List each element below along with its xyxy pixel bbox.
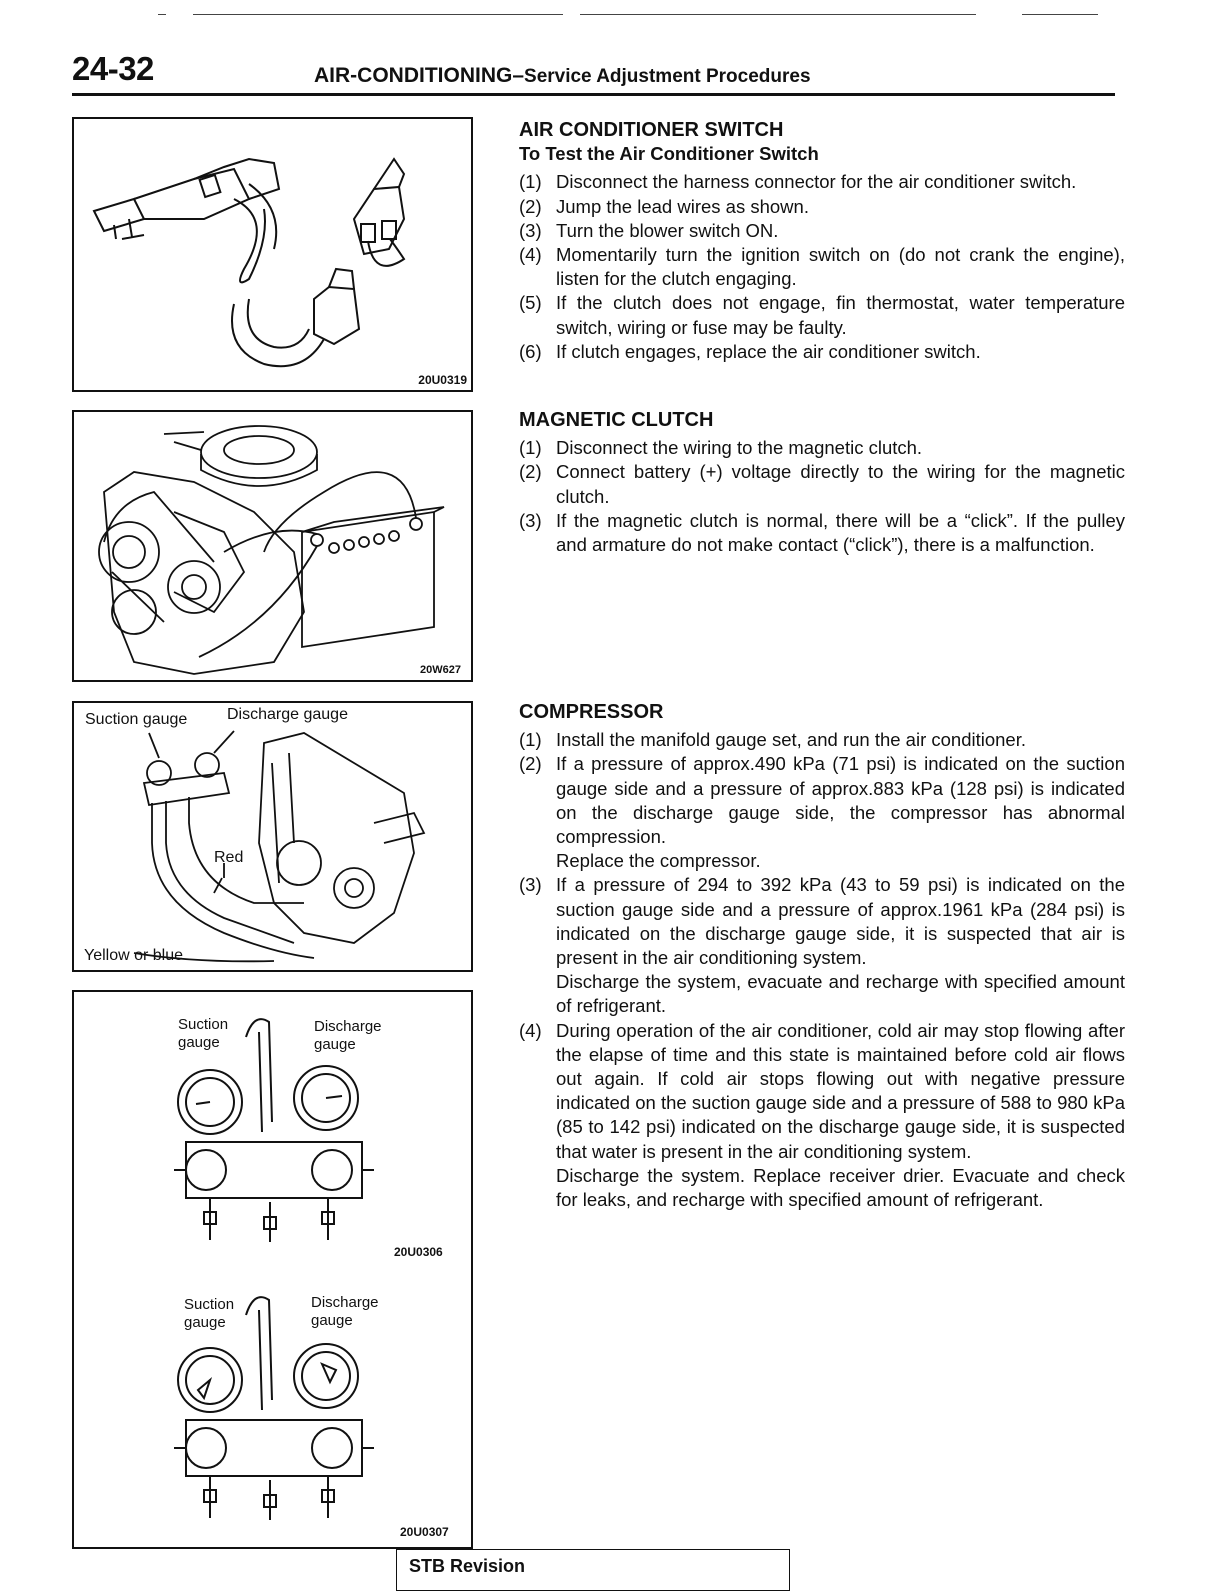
figure-code: 20U0319 xyxy=(418,373,467,387)
figure-magnetic-clutch xyxy=(72,410,473,682)
top-line xyxy=(193,14,563,15)
figure-code: 20U0306 xyxy=(394,1245,443,1259)
step-number: (3) xyxy=(519,874,542,896)
section-heading: MAGNETIC CLUTCH xyxy=(519,409,714,431)
step-number: (3) xyxy=(519,219,542,241)
step-number: (3) xyxy=(519,509,542,531)
step-extra: Discharge the system. Replace receiver drier. Evacuate and check for leaks, and recharge with specified amount of refrigerant. xyxy=(556,1164,1125,1211)
step-item xyxy=(519,219,1125,243)
title-sub: Service Adjustment Procedures xyxy=(524,66,811,87)
figure-compressor-gauges xyxy=(72,701,473,972)
step-text: If the clutch does not engage, fin thermostat, water temperature switch, wiring or fuse may be faulty. xyxy=(556,292,1125,338)
step-text: Disconnect the harness connector for the air conditioner switch. xyxy=(556,171,1077,193)
section-ac-switch xyxy=(519,118,1125,364)
step-text: Disconnect the wiring to the magnetic clutch. xyxy=(556,437,923,459)
step-text: If clutch engages, replace the air conditioner switch. xyxy=(556,340,981,362)
label-line: Suction xyxy=(184,1296,235,1313)
step-item xyxy=(519,728,1125,752)
label-red: Red xyxy=(214,849,244,866)
step-number: (1) xyxy=(519,171,542,193)
title-main: AIR-CONDITIONING xyxy=(314,64,513,87)
step-number: (4) xyxy=(519,1019,542,1041)
label-yellow-or-blue: Yellow or blue xyxy=(84,947,184,964)
label-line: Discharge xyxy=(311,1294,379,1311)
section-heading: AIR CONDITIONER SWITCH xyxy=(519,119,784,141)
label-line: gauge xyxy=(178,1034,220,1051)
engine-battery-illustration xyxy=(74,412,471,680)
top-dash xyxy=(158,14,166,15)
page-title xyxy=(314,64,811,88)
step-number: (2) xyxy=(519,753,542,775)
step-text: During operation of the air conditioner, cold air may stop flowing after the elapse of time and this state is maintained before cold air flows out again. If cold air stops flowing out with negative pressure indicated on the suction gauge side and a pressure of 588 to 980 kPa (85 to 142 psi) indicated on the discharge gauge side, it is suspected that water is present in the air conditioning system. xyxy=(556,1019,1125,1162)
step-item xyxy=(519,195,1125,219)
label-suction-gauge xyxy=(184,1296,234,1332)
figure-manifold-readings xyxy=(72,990,473,1549)
label-line: gauge xyxy=(314,1036,356,1053)
section-compressor xyxy=(519,700,1125,1212)
label-discharge-gauge: Discharge gauge xyxy=(227,706,348,723)
label-line: Suction xyxy=(178,1016,229,1033)
top-line xyxy=(580,14,976,15)
top-line xyxy=(1022,14,1098,15)
step-text: Momentarily turn the ignition switch on (do not crank the engine), listen for the clutch engaging. xyxy=(556,244,1125,290)
step-number: (5) xyxy=(519,292,542,314)
ac-switch-illustration xyxy=(74,119,471,390)
section-heading: COMPRESSOR xyxy=(519,701,664,723)
step-extra: Replace the compressor. xyxy=(556,850,761,872)
label-line: gauge xyxy=(311,1312,353,1329)
title-separator: – xyxy=(512,64,525,87)
manifold-gauges-illustration xyxy=(74,992,471,1547)
step-item xyxy=(519,436,1125,460)
step-number: (2) xyxy=(519,461,542,483)
section-subheading: To Test the Air Conditioner Switch xyxy=(519,143,819,165)
step-item xyxy=(519,1019,1125,1213)
step-item xyxy=(519,752,1125,873)
step-extra: Discharge the system, evacuate and recharge with specified amount of refrigerant. xyxy=(556,971,1125,1017)
step-text: Install the manifold gauge set, and run the air conditioner. xyxy=(556,729,1026,751)
revision-label: STB Revision xyxy=(409,1556,526,1576)
step-item xyxy=(519,509,1125,557)
label-line: Discharge xyxy=(314,1018,382,1035)
figure-code: 20W627 xyxy=(420,664,461,676)
step-text: If a pressure of approx.490 kPa (71 psi) is indicated on the suction gauge side and a pressure of approx.883 kPa (128 psi) is indicated on the discharge gauge side, the compressor has abnormal compression. xyxy=(556,753,1125,848)
figure-code: 20U0307 xyxy=(400,1525,449,1539)
step-number: (1) xyxy=(519,437,542,459)
figure-ac-switch xyxy=(72,117,473,392)
label-suction-gauge xyxy=(178,1016,228,1052)
step-item xyxy=(519,460,1125,508)
section-magnetic-clutch xyxy=(519,408,1125,557)
step-text: If a pressure of 294 to 392 kPa (43 to 59 psi) is indicated on the suction gauge side and a pressure of approx.1961 kPa (284 psi) is indicated on the discharge gauge side, it is suspected that air is present in the air conditioning system. xyxy=(556,874,1125,969)
step-text: Connect battery (+) voltage directly to the wiring for the magnetic clutch. xyxy=(556,461,1125,507)
revision-box xyxy=(396,1549,790,1591)
step-text: Jump the lead wires as shown. xyxy=(556,195,809,217)
step-number: (4) xyxy=(519,244,542,266)
step-item xyxy=(519,170,1125,194)
step-item xyxy=(519,291,1125,339)
step-number: (2) xyxy=(519,195,542,217)
manifold-installed-illustration xyxy=(74,703,471,970)
step-item xyxy=(519,340,1125,364)
label-discharge-gauge xyxy=(311,1294,379,1330)
step-item xyxy=(519,243,1125,291)
page-number: 24-32 xyxy=(72,50,154,87)
step-number: (1) xyxy=(519,729,542,751)
step-text: Turn the blower switch ON. xyxy=(556,219,779,241)
step-item xyxy=(519,873,1125,1018)
label-line: gauge xyxy=(184,1314,226,1331)
header-rule xyxy=(72,93,1115,96)
step-text: If the magnetic clutch is normal, there will be a “click”. If the pulley and armature do not make contact (“click”), there is a malfunction. xyxy=(556,509,1125,556)
label-suction-gauge: Suction gauge xyxy=(85,711,188,728)
step-number: (6) xyxy=(519,340,542,362)
label-discharge-gauge xyxy=(314,1018,382,1054)
